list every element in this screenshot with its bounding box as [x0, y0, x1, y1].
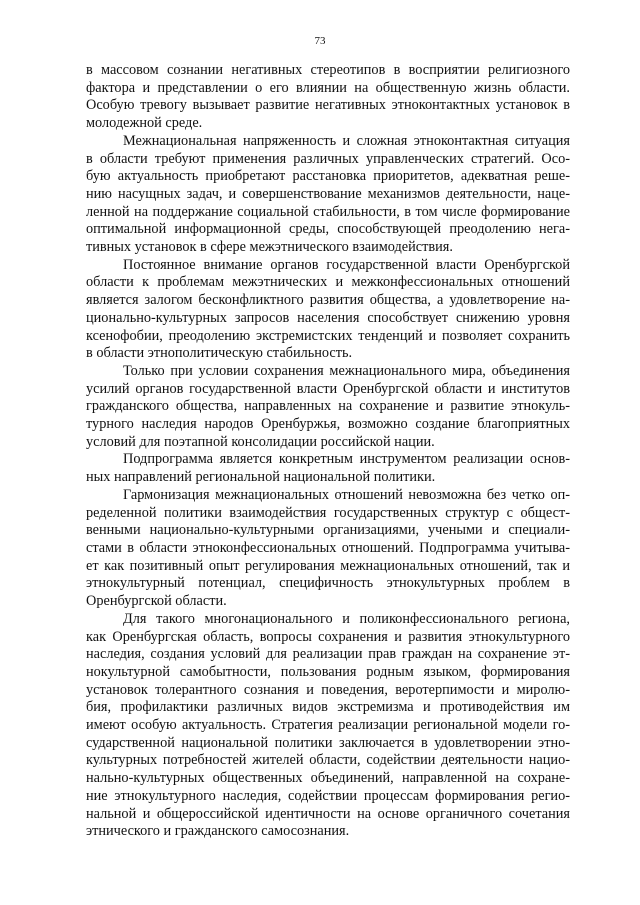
text-line: Только при условии сохранения межнационального мира, объединения [123, 362, 570, 379]
paragraph [86, 257, 570, 363]
text-line: этнокультурный потенциал, специфичность этнокультурных проблем в [86, 575, 570, 592]
text-line: как Оренбургская область, вопросы сохранения и развития этнокультурного [86, 628, 570, 645]
page-number: 73 [314, 35, 326, 47]
text-line: ет как позитивный опыт регулирования межнациональных отношений, так и [86, 557, 570, 574]
text-line: ленной на поддержание социальной стабильности, в том числе формирование [86, 203, 570, 220]
text-line: условий для поэтапной консолидации российской нации. [86, 433, 435, 450]
text-line: турного наследия народов Оренбуржья, возможно создание благоприятных [86, 416, 570, 433]
text-line: в области этнополитическую стабильность. [86, 345, 353, 362]
paragraph [86, 363, 570, 452]
text-line: является залогом бесконфликтного развития общества, а удовлетворение на- [86, 292, 570, 309]
text-line: в массовом сознании негативных стереотипов в восприятии религиозного [86, 62, 570, 78]
text-line: нию насущных задач, и совершенствование механизмов деятельности, наце- [86, 185, 570, 202]
text-line: Оренбургской области. [86, 593, 227, 610]
text-line: ние этнокультурного наследия, содействии процессам формирования регио- [86, 787, 570, 804]
text-line: усилий органов государственной власти Оренбургской области и институтов [86, 380, 570, 397]
paragraph [86, 451, 570, 486]
paragraph [86, 62, 570, 133]
text-line: фактора и представлении о его влиянии на общественную жизнь области. [86, 79, 570, 96]
paragraph [86, 611, 570, 841]
text-line: гражданского общества, направленных на сохранение и развитие этнокуль- [86, 398, 570, 415]
text-line: ных направлений региональной национальной политики. [86, 469, 436, 486]
text-line: нокультурной самобытности, пользования родным языком, формирования [86, 663, 570, 680]
text-line: ксенофобии, преодолению экстремистских тенденций и позволяет сохранить [86, 327, 570, 344]
text-line: бия, профилактики различных видов экстремизма и противодействия им [86, 699, 570, 716]
text-line: Для такого многонационального и поликонфессионального региона, [123, 610, 570, 627]
text-line: культурных потребностей жителей области, содействии деятельности нацио- [86, 752, 570, 769]
text-line: Межнациональная напряженность и сложная этноконтактная ситуация [123, 132, 570, 149]
text-line: наследия, создания условий для реализации прав граждан на сохранение эт- [86, 646, 570, 663]
text-line: этнического и гражданского самосознания. [86, 823, 350, 840]
text-line: Постоянное внимание органов государственной власти Оренбургской [123, 256, 570, 273]
text-line: оптимальной информационной среды, способствующей преодолению нега- [86, 221, 570, 238]
text-line: установок толерантного сознания и поведения, веротерпимости и миролю- [86, 681, 570, 698]
text-line: в области требуют применения различных управленческих стратегий. Осо- [86, 150, 570, 167]
paragraph [86, 133, 570, 257]
text-line: венными национально-культурными организациями, учеными и специали- [86, 522, 570, 539]
text-line: стами в области этноконфессиональных отношений. Подпрограмма учитыва- [86, 539, 570, 556]
text-line: бую актуальность приобретают расстановка приоритетов, адекватная реше- [86, 168, 570, 185]
text-line: молодежной среде. [86, 115, 203, 132]
paragraph [86, 487, 570, 611]
text-line: ределенной политики взаимодействия государственных структур с общест- [86, 504, 570, 521]
text-line: имеют особую актуальность. Стратегия реализации региональной модели го- [86, 717, 570, 734]
text-line: нально-культурных общественных объединений, направленной на сохране- [86, 770, 570, 787]
text-line: тивных установок в сфере межэтнического взаимодействия. [86, 239, 453, 256]
text-line: нальной и общероссийской идентичности на основе органичного сочетания [86, 805, 570, 822]
text-line: области к проблемам межэтнических и межконфессиональных отношений [86, 274, 570, 291]
text-line: Подпрограмма является конкретным инструментом реализации основ- [123, 451, 570, 468]
text-line: Гармонизация межнациональных отношений невозможна без четко оп- [123, 486, 570, 503]
body-text [86, 62, 570, 841]
text-line: ционально-культурных запросов населения способствует снижению уровня [86, 309, 570, 326]
text-line: сударственной национальной политики заключается в удовлетворении этно- [86, 734, 570, 751]
text-line: Особую тревогу вызывает развитие негативных этноконтактных установок в [86, 97, 570, 114]
